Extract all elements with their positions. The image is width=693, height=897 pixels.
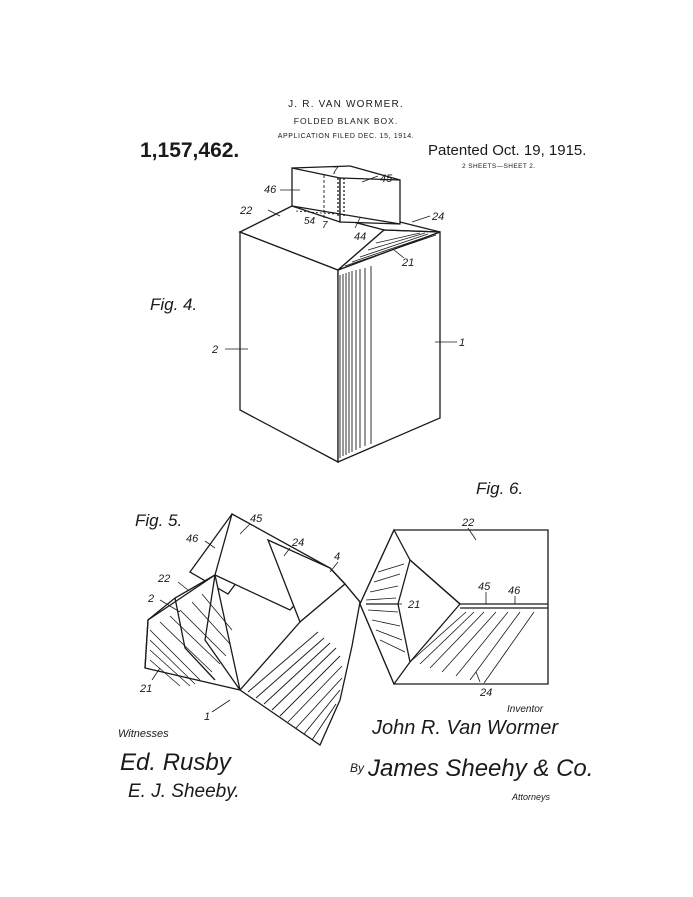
witness-signature-2: E. J. Sheeby. bbox=[128, 781, 240, 802]
patent-number: 1,157,462. bbox=[140, 139, 240, 162]
figure-6 bbox=[360, 528, 548, 684]
attorney-signature: James Sheehy & Co. bbox=[368, 755, 594, 782]
fig4-ref-46: 46 bbox=[264, 184, 277, 196]
attorney-prefix: By bbox=[350, 761, 365, 775]
fig5-ref-21: 21 bbox=[140, 683, 153, 695]
fig5-label: Fig. 5. bbox=[135, 511, 183, 530]
fig4-ref-22: 22 bbox=[240, 205, 253, 217]
figure-4 bbox=[225, 166, 457, 462]
fig6-ref-24: 24 bbox=[480, 687, 493, 699]
fig4-ref-7-top: 7 bbox=[332, 165, 339, 177]
patented-date: Patented Oct. 19, 1915. bbox=[428, 142, 587, 159]
figure-5 bbox=[145, 514, 360, 745]
fig4-ref-2: 2 bbox=[212, 344, 219, 356]
header-inventor: J. R. VAN WORMER. bbox=[288, 99, 404, 110]
witnesses-label: Witnesses bbox=[118, 728, 169, 740]
fig4-ref-1: 1 bbox=[459, 337, 466, 349]
fig6-ref-46: 46 bbox=[508, 585, 521, 597]
fig6-ref-21: 21 bbox=[408, 599, 421, 611]
fig6-ref-45: 45 bbox=[478, 581, 491, 593]
fig4-ref-24: 24 bbox=[432, 211, 445, 223]
fig6-label: Fig. 6. bbox=[476, 479, 524, 498]
fig5-ref-46: 46 bbox=[186, 533, 199, 545]
fig4-ref-45: 45 bbox=[380, 173, 393, 185]
fig5-ref-2: 2 bbox=[148, 593, 155, 605]
fig5-ref-1: 1 bbox=[204, 711, 211, 723]
fig6-ref-22: 22 bbox=[462, 517, 475, 529]
fig4-ref-7-bottom: 7 bbox=[322, 220, 328, 231]
witness-signature-1: Ed. Rusby bbox=[120, 749, 231, 776]
fig5-ref-24: 24 bbox=[292, 537, 305, 549]
fig4-ref-54: 54 bbox=[304, 216, 316, 227]
inventor-signature: John R. Van Wormer bbox=[372, 717, 558, 739]
fig4-ref-44: 44 bbox=[354, 231, 367, 243]
fig5-ref-4: 4 bbox=[334, 551, 341, 563]
fig5-ref-22: 22 bbox=[158, 573, 171, 585]
fig4-label: Fig. 4. bbox=[150, 295, 198, 314]
fig5-ref-45: 45 bbox=[250, 513, 263, 525]
sheets-count: 2 SHEETS—SHEET 2. bbox=[462, 163, 536, 170]
attorney-label: Attorneys bbox=[512, 792, 551, 802]
inventor-label: Inventor bbox=[507, 704, 544, 715]
header-title: FOLDED BLANK BOX. bbox=[293, 116, 399, 126]
header-application: APPLICATION FILED DEC. 15, 1914. bbox=[277, 133, 415, 140]
fig4-ref-21: 21 bbox=[402, 257, 415, 269]
